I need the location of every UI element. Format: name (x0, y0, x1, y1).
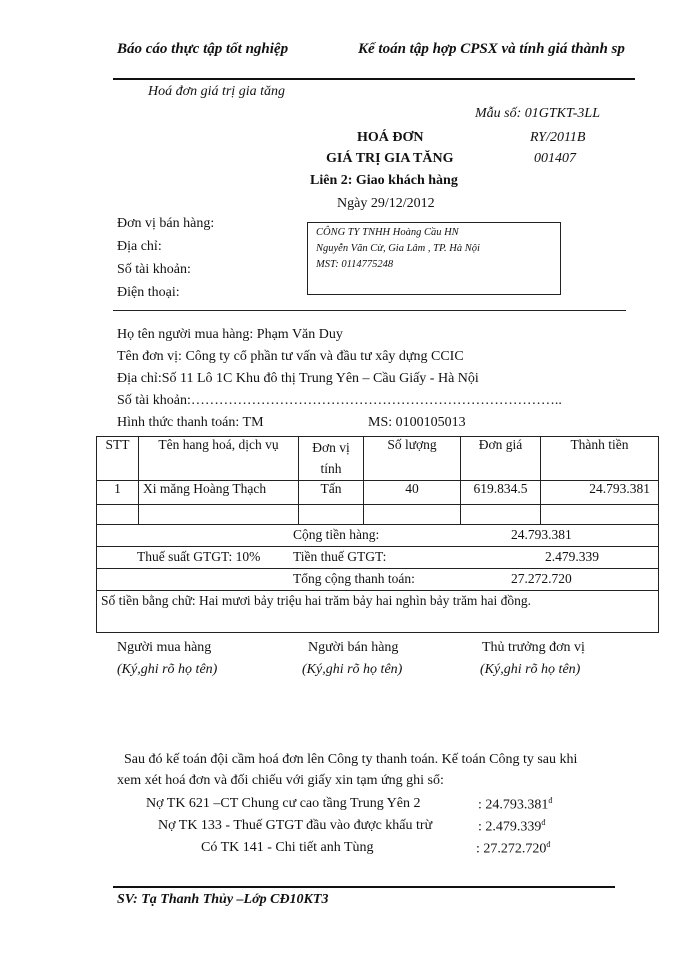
entry-credit-141: Có TK 141 - Chi tiết anh Tùng (201, 840, 374, 855)
seller-info-box (307, 222, 561, 295)
table-row (97, 481, 659, 505)
header-unit: Đơn vị tính (299, 437, 364, 481)
form-number: Mẫu số: 01GTKT-3LL (475, 106, 600, 121)
footer-rule (113, 886, 615, 888)
invoice-date: Ngày 29/12/2012 (337, 196, 435, 211)
total-value: 27.272.720 (511, 571, 572, 586)
invoice-serial: RY/2011B (530, 130, 586, 145)
buyer-tax-code: MS: 0100105013 (368, 415, 466, 430)
total-row (97, 569, 659, 591)
invoice-table (96, 436, 659, 633)
seller-name: CÔNG TY TNHH Hoàng Cầu HN (316, 227, 459, 238)
subtotal-row (97, 525, 659, 547)
footer-student: SV: Tạ Thanh Thủy –Lớp CĐ10KT3 (117, 892, 329, 907)
vat-rate: Thuế suất GTGT: 10% (137, 549, 261, 564)
header-qty: Số lượng (364, 437, 461, 481)
subtotal-value: 24.793.381 (511, 527, 572, 542)
seller-label-phone: Điện thoại: (117, 285, 180, 300)
header-rule (113, 78, 635, 80)
buyer-unit: Tên đơn vị: Công ty cổ phần tư vấn và đầu tư xây dựng CCIC (117, 349, 464, 364)
cell-stt: 1 (97, 481, 139, 505)
signature-buyer-note: (Ký,ghi rõ họ tên) (117, 662, 218, 677)
header-item: Tên hang hoá, dịch vụ (139, 437, 299, 481)
cell-unit: Tấn (299, 481, 364, 505)
entry-debit-133: Nợ TK 133 - Thuế GTGT đầu vào được khấu trừ (158, 818, 433, 833)
cell-qty: 40 (364, 481, 461, 505)
buyer-account: Số tài khoản:…………………………………………………………………….. (117, 393, 562, 408)
header-price: Đơn giá (461, 437, 541, 481)
entry-debit-621: Nợ TK 621 –CT Chung cư cao tầng Trung Yên 2 (146, 796, 421, 811)
signature-seller-note: (Ký,ghi rõ họ tên) (302, 662, 403, 677)
header-amount: Thành tiền (541, 437, 659, 481)
amount-in-words: Số tiền bằng chữ: Hai mươi bảy triệu hai trăm bảy hai nghìn bảy trăm hai đồng. (97, 591, 659, 633)
cell-item: Xi măng Hoàng Thạch (139, 481, 299, 505)
invoice-title: HOÁ ĐƠN (357, 130, 424, 145)
cell-amount: 24.793.381 (541, 481, 659, 505)
seller-divider (113, 310, 626, 311)
header-left: Báo cáo thực tập tốt nghiệp (117, 41, 289, 57)
narrative-line-2: xem xét hoá đơn và đối chiếu với giấy xin tạm ứng ghi sổ: (117, 773, 444, 788)
entry-debit-133-amount: : $2.479.339^đ$ (478, 818, 546, 835)
seller-tax-code: MST: 0114775248 (316, 259, 394, 270)
entry-credit-141-amount: : $27.272.720^đ$ (476, 840, 551, 857)
vat-row (97, 547, 659, 569)
in-words-row (97, 591, 659, 633)
signature-director-note: (Ký,ghi rõ họ tên) (480, 662, 581, 677)
doc-caption: Hoá đơn giá trị gia tăng (148, 84, 285, 99)
invoice-number: 001407 (534, 151, 576, 166)
table-header-row (97, 437, 659, 481)
seller-address: Nguyễn Văn Cừ, Gia Lâm , TP. Hà Nội (316, 243, 480, 254)
cell-price: 619.834.5 (461, 481, 541, 505)
subtotal-label: Cộng tiền hàng: (293, 527, 380, 542)
seller-label-account: Số tài khoản: (117, 262, 191, 277)
signature-director-role: Thủ trưởng đơn vị (482, 640, 585, 655)
payment-method: Hình thức thanh toán: TM (117, 415, 264, 430)
buyer-address: Địa chỉ:Số 11 Lô 1C Khu đô thị Trung Yên – Cầu Giấy - Hà Nội (117, 371, 479, 386)
signature-buyer-role: Người mua hàng (117, 640, 212, 655)
narrative-line-1: Sau đó kế toán đội cầm hoá đơn lên Công ty thanh toán. Kế toán Công ty sau khi (124, 752, 578, 767)
vat-value: 2.479.339 (545, 549, 599, 564)
seller-label-name: Đơn vị bán hàng: (117, 216, 215, 231)
invoice-copy: Liên 2: Giao khách hàng (310, 173, 458, 188)
vat-label: Tiền thuế GTGT: (293, 549, 387, 564)
buyer-name: Họ tên người mua hàng: Phạm Văn Duy (117, 327, 343, 342)
table-row-empty (97, 505, 659, 525)
entry-debit-621-amount: : $24.793.381^đ$ (478, 796, 553, 813)
header-right: Kế toán tập hợp CPSX và tính giá thành sp (358, 41, 625, 57)
seller-label-address: Địa chỉ: (117, 239, 162, 254)
invoice-subtitle: GIÁ TRỊ GIA TĂNG (326, 151, 454, 166)
total-label: Tổng cộng thanh toán: (293, 571, 415, 586)
signature-seller-role: Người bán hàng (308, 640, 399, 655)
header-stt: STT (97, 437, 139, 481)
